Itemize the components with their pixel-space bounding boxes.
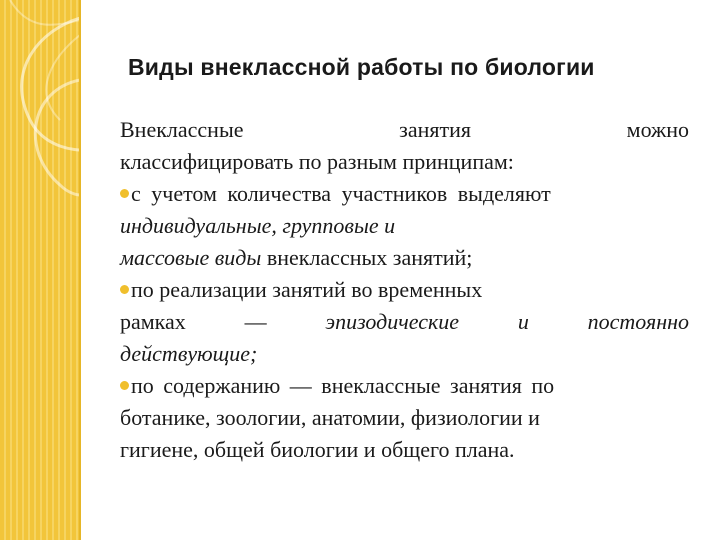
bullet-2-italic-2: и: [517, 309, 529, 334]
intro-word-3: можно: [626, 117, 689, 142]
bullet-dot-icon: [120, 189, 129, 198]
bullet-2-line-1: [120, 274, 689, 306]
bullet-1-line-3: [120, 242, 689, 274]
bullet-1-italic-2: массовые виды: [120, 245, 262, 270]
intro-word-1: Внеклассные: [120, 117, 244, 142]
bullet-2-italic-3: постоянно: [587, 309, 690, 334]
bullet-3-line-1: [120, 370, 689, 402]
bullet-2-line-2: [120, 306, 689, 338]
bullet-3-text: по содержанию — внеклассные занятия по: [131, 373, 555, 398]
bullet-1-text: с учетом количества участников выделяют: [131, 181, 551, 206]
bullet-1-italic-1: индивидуальные, групповые и: [120, 213, 396, 238]
bullet-1-line-1: [120, 178, 689, 210]
bullet-dot-icon: [120, 285, 129, 294]
intro-line-1: [120, 114, 689, 146]
swirl-decoration-icon: [0, 0, 80, 540]
bullet-2-dash: —: [244, 309, 267, 334]
slide-title: Виды внеклассной работы по биологии: [128, 54, 595, 80]
bullet-2-word-1: рамках: [120, 309, 186, 334]
bullet-1-rest: внеклассных занятий;: [261, 245, 473, 270]
bullet-3-line-2: ботанике, зоологии, анатомии, физиологии и: [120, 405, 540, 430]
bullet-2-line-3: [120, 338, 689, 370]
intro-line-2: классифицировать по разным принципам:: [120, 149, 514, 174]
bullet-3-line-3: гигиене, общей биологии и общего плана.: [120, 437, 515, 462]
bullet-1-line-2: [120, 210, 689, 242]
bullet-2-italic-1: эпизодические: [325, 309, 460, 334]
slide-body: [120, 114, 689, 466]
bullet-2-italic-4: действующие;: [120, 341, 258, 366]
decorative-side-band: [0, 0, 80, 540]
intro-word-2: занятия: [399, 117, 471, 142]
bullet-2-text: по реализации занятий во временных: [131, 277, 483, 302]
bullet-dot-icon: [120, 381, 129, 390]
side-band-edge: [79, 0, 81, 540]
